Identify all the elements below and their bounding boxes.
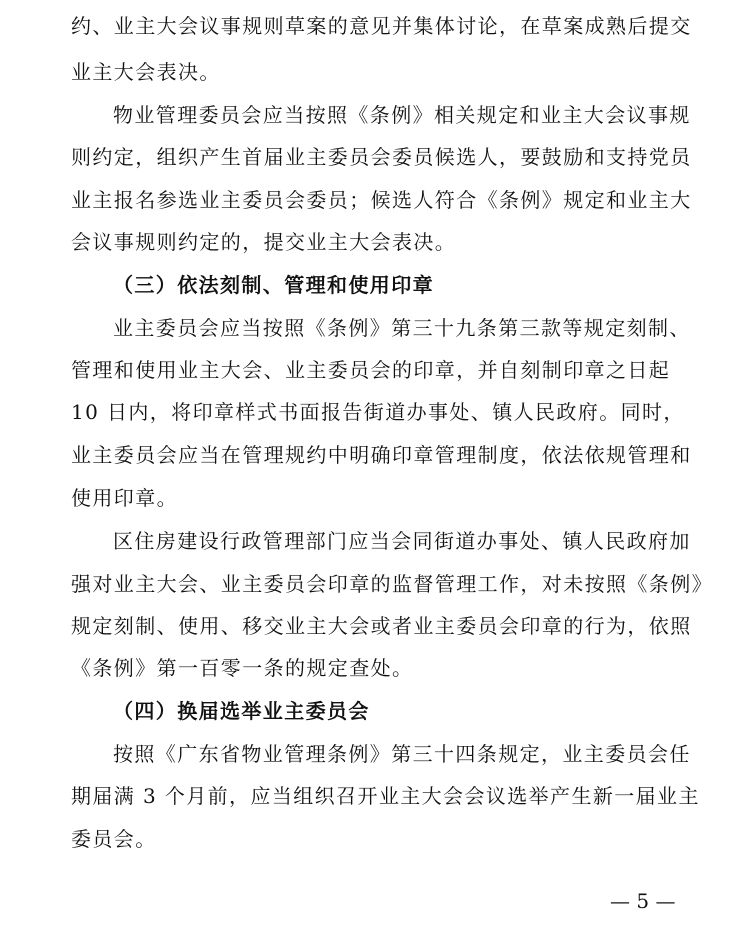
paragraph-line: 业主委员会应当在管理规约中明确印章管理制度，依法依规管理和	[71, 443, 692, 467]
paragraph-line: 区住房建设行政管理部门应当会同街道办事处、镇人民政府加	[113, 529, 691, 553]
paragraph-line: 会议事规则约定的，提交业主大会表决。	[71, 230, 457, 254]
paragraph-line: 业主委员会应当按照《条例》第三十九条第三款等规定刻制、	[113, 316, 691, 340]
paragraph-line: 物业管理委员会应当按照《条例》相关规定和业主大会议事规	[113, 103, 691, 127]
paragraph-line: 按照《广东省物业管理条例》第三十四条规定，业主委员会任	[113, 742, 691, 766]
paragraph-line: 强对业主大会、业主委员会印章的监督管理工作，对未按照《条例》	[71, 572, 713, 596]
paragraph-line: 使用印章。	[71, 486, 178, 510]
paragraph-line: 规定刻制、使用、移交业主大会或者业主委员会印章的行为，依照	[71, 614, 692, 638]
section-heading: （三）依法刻制、管理和使用印章	[113, 273, 434, 297]
paragraph-line: 业主大会表决。	[71, 60, 221, 84]
paragraph-line: 委员会。	[71, 827, 157, 851]
paragraph-line: 则约定，组织产生首届业主委员会委员候选人，要鼓励和支持党员	[71, 145, 692, 169]
paragraph-line: 业主报名参选业主委员会委员；候选人符合《条例》规定和业主大	[71, 188, 692, 212]
page-number: — 5 —	[610, 889, 676, 913]
paragraph-line: 《条例》第一百零一条的规定查处。	[71, 656, 414, 680]
paragraph-line: 10 日内，将印章样式书面报告街道办事处、镇人民政府。同时，	[71, 400, 685, 424]
paragraph-line: 管理和使用业主大会、业主委员会的印章，并自刻制印章之日起	[71, 358, 671, 382]
paragraph-line: 期届满 3 个月前，应当组织召开业主大会会议选举产生新一届业主	[71, 784, 700, 808]
section-heading: （四）换届选举业主委员会	[113, 699, 370, 723]
paragraph-line: 约、业主大会议事规则草案的意见并集体讨论，在草案成熟后提交	[71, 14, 692, 38]
